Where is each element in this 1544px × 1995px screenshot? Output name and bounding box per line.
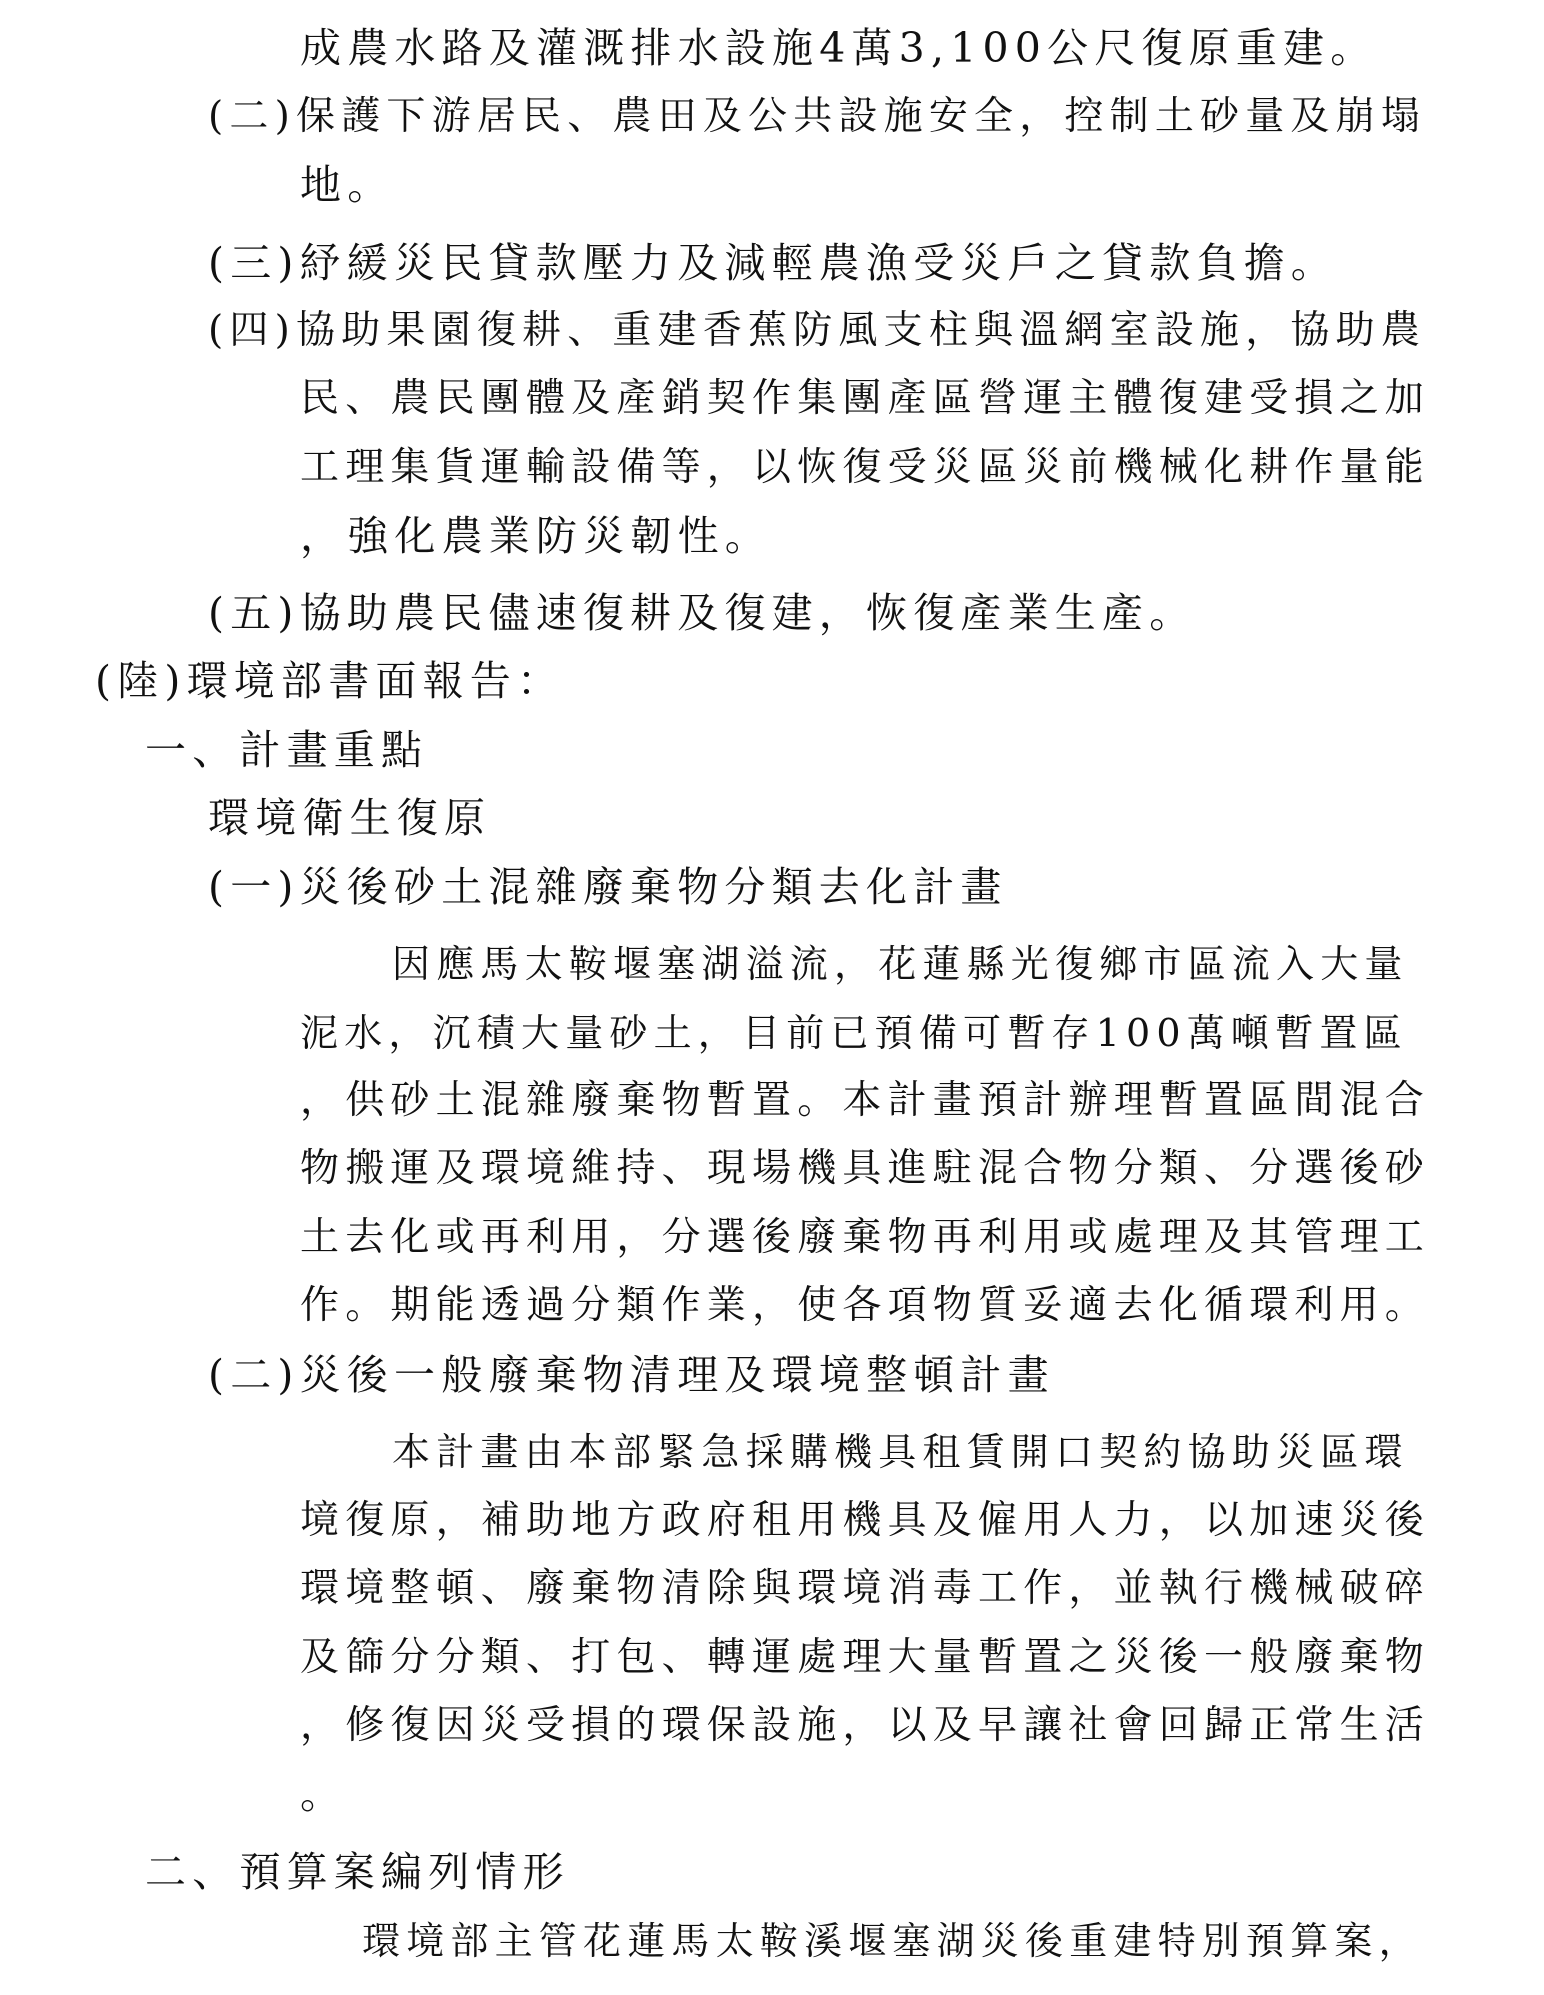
paragraph-line: 泥水，沉積大量砂土，目前已預備可暫存100萬噸暫置區 bbox=[300, 1011, 1408, 1055]
text-line: 地。 bbox=[300, 161, 395, 209]
subsection-heading: 二、預算案編列情形 bbox=[145, 1848, 570, 1896]
list-item-5-line: (五)協助農民儘速復耕及復建，恢復產業生產。 bbox=[208, 589, 1197, 637]
text-line: 民、農民團體及產銷契作集團產區營運主體復建受損之加 bbox=[300, 376, 1431, 421]
paragraph-line: 本計畫由本部緊急採購機具租賃開口契約協助災區環 bbox=[392, 1430, 1409, 1474]
paragraph-line: 環境部主管花蓮馬太鞍溪堰塞湖災後重建特別預算案， bbox=[362, 1919, 1423, 1963]
plan-heading: (一)災後砂土混雜廢棄物分類去化計畫 bbox=[208, 863, 1008, 911]
list-item-2-line: (二)保護下游居民、農田及公共設施安全，控制土砂量及崩塌 bbox=[208, 94, 1427, 139]
paragraph-line: 及篩分分類、打包、轉運處理大量暫置之災後一般廢棄物 bbox=[300, 1635, 1431, 1680]
list-item-3-line: (三)紓緩災民貸款壓力及減輕農漁受災戶之貸款負擔。 bbox=[208, 239, 1338, 287]
text-line: 成農水路及灌溉排水設施4萬3,100公尺復原重建。 bbox=[300, 24, 1378, 72]
paragraph-line: 土去化或再利用，分選後廢棄物再利用或處理及其管理工 bbox=[300, 1215, 1431, 1260]
paragraph-line: 境復原，補助地方政府租用機具及僱用人力，以加速災後 bbox=[300, 1498, 1431, 1543]
plan-heading: (二)災後一般廢棄物清理及環境整頓計畫 bbox=[208, 1351, 1055, 1399]
paragraph-line: 環境整頓、廢棄物清除與環境消毒工作，並執行機械破碎 bbox=[300, 1566, 1431, 1611]
paragraph-line: 。 bbox=[300, 1770, 348, 1818]
text-line: ，強化農業防災韌性。 bbox=[300, 512, 772, 560]
list-item-4-line: (四)協助果園復耕、重建香蕉防風支柱與溫網室設施，協助農 bbox=[208, 308, 1427, 353]
paragraph-line: 物搬運及環境維持、現場機具進駐混合物分類、分選後砂 bbox=[300, 1146, 1431, 1191]
paragraph-line: 作。期能透過分類作業，使各項物質妥適去化循環利用。 bbox=[300, 1283, 1431, 1328]
text-line: 工理集貨運輸設備等，以恢復受災區災前機械化耕作量能 bbox=[300, 445, 1431, 490]
paragraph-line: ，修復因災受損的環保設施，以及早讓社會回歸正常生活 bbox=[300, 1703, 1431, 1748]
subsection-heading: 一、計畫重點 bbox=[145, 726, 429, 774]
topic-heading: 環境衛生復原 bbox=[208, 794, 492, 842]
section-heading: (陸)環境部書面報告： bbox=[95, 657, 565, 705]
paragraph-line: ，供砂土混雜廢棄物暫置。本計畫預計辦理暫置區間混合 bbox=[300, 1078, 1431, 1123]
paragraph-line: 因應馬太鞍堰塞湖溢流，花蓮縣光復鄉市區流入大量 bbox=[392, 942, 1409, 986]
